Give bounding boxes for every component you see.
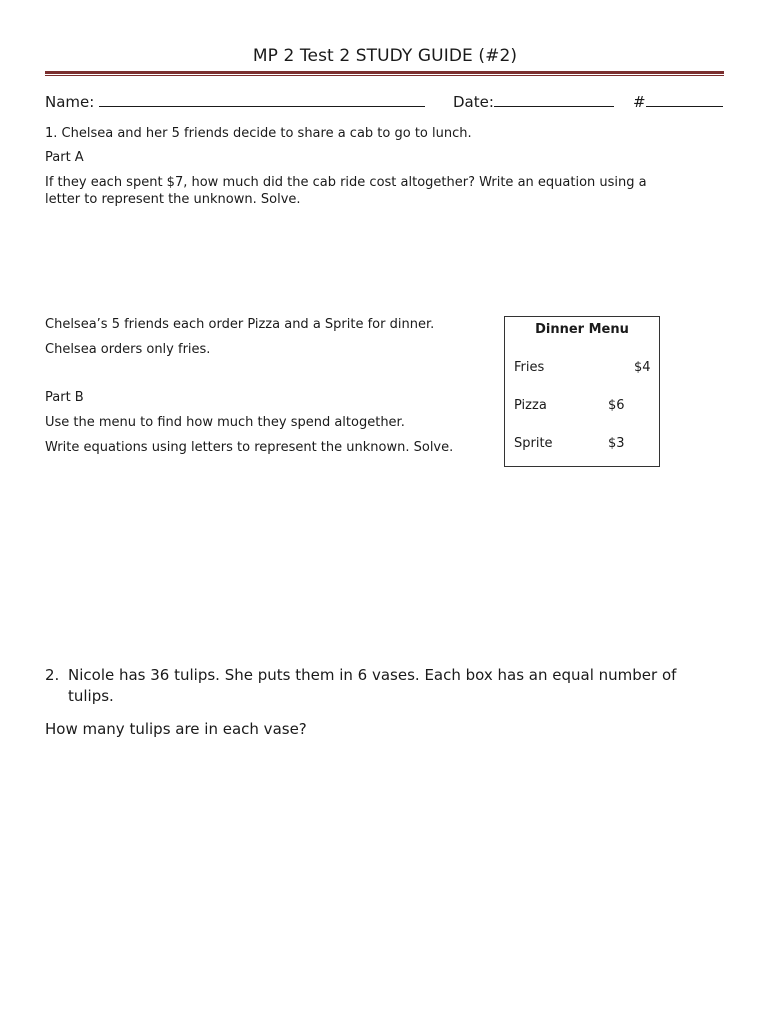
date-label: Date: [453, 93, 494, 111]
page-title: MP 2 Test 2 STUDY GUIDE (#2) [252, 46, 518, 66]
q2-question: How many tulips are in each vase? [45, 720, 307, 738]
menu-item-fries: Fries [514, 360, 545, 375]
date-field[interactable] [453, 91, 614, 111]
menu-price-pizza: $6 [608, 398, 625, 413]
q1-part-a-label: Part A [45, 150, 84, 165]
name-label: Name: [45, 93, 95, 111]
dinner-menu-box [504, 316, 660, 467]
q1-context-line1: Chelsea’s 5 friends each order Pizza and a Sprite for dinner. [45, 317, 435, 332]
q1-prompt: 1. Chelsea and her 5 friends decide to share a cab to go to lunch. [45, 126, 472, 141]
menu-item-sprite: Sprite [514, 436, 553, 451]
q1-part-a-line2: letter to represent the unknown. Solve. [45, 192, 301, 207]
number-field[interactable] [633, 91, 723, 111]
menu-price-fries: $4 [634, 360, 651, 375]
q1-part-a-line1: If they each spent $7, how much did the cab ride cost altogether? Write an equation using a [45, 175, 647, 190]
q1-context-line2: Chelsea orders only fries. [45, 342, 211, 357]
q2-line2: tulips. [68, 687, 114, 705]
name-field[interactable] [45, 91, 425, 111]
date-blank[interactable] [494, 91, 614, 107]
number-blank[interactable] [646, 91, 723, 107]
q2-line1: Nicole has 36 tulips. She puts them in 6 vases. Each box has an equal number of [68, 666, 677, 684]
menu-item-pizza: Pizza [514, 398, 547, 413]
q2-number: 2. [45, 666, 60, 684]
title-divider [45, 71, 724, 74]
q1-part-b-label: Part B [45, 390, 84, 405]
q1-part-b-line1: Use the menu to find how much they spend altogether. [45, 415, 405, 430]
menu-price-sprite: $3 [608, 436, 625, 451]
menu-title: Dinner Menu [535, 322, 629, 337]
q1-part-b-line2: Write equations using letters to represent the unknown. Solve. [45, 440, 454, 455]
title-divider-thin [45, 75, 724, 76]
number-label: # [633, 93, 646, 111]
name-blank[interactable] [99, 91, 425, 107]
